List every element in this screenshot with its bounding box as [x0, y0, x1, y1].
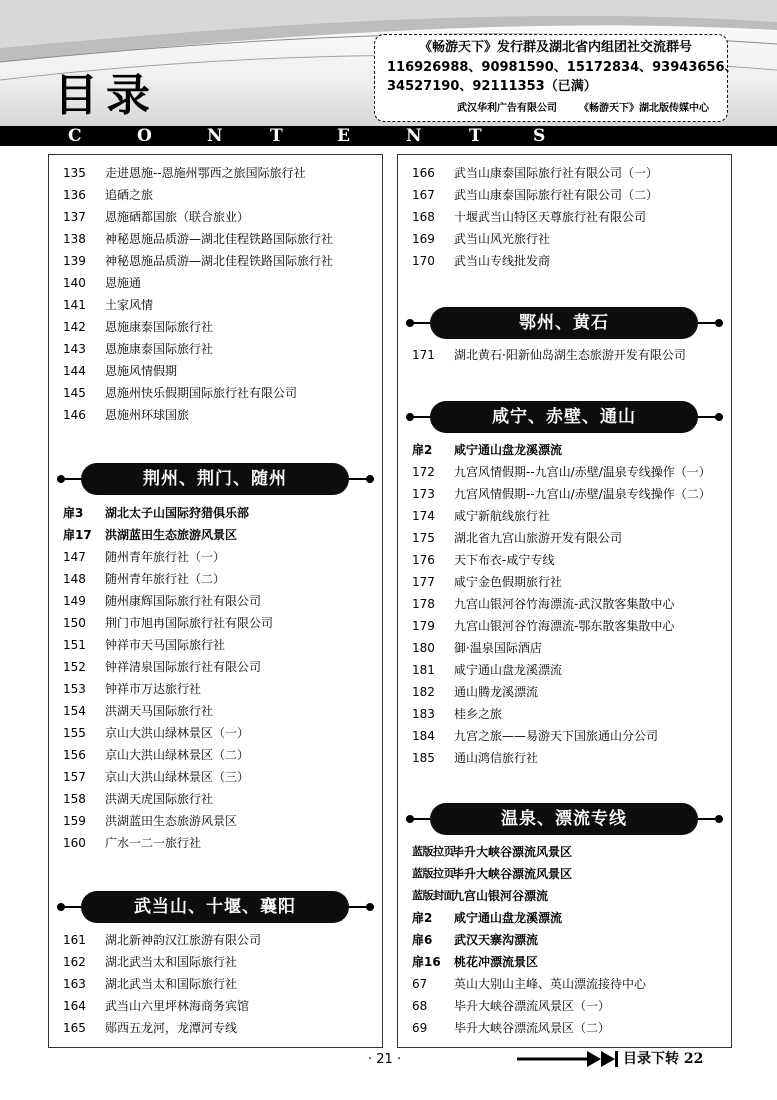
entry-page: 179 — [412, 619, 435, 633]
entry-page: 153 — [63, 682, 86, 696]
divider-dot — [406, 815, 414, 823]
next-page-link[interactable] — [515, 1048, 725, 1070]
divider-dot — [715, 319, 723, 327]
entry-page: 181 — [412, 663, 435, 677]
entry-title: 毕升大峡谷漂流风景区 — [452, 867, 573, 881]
toc-entry[interactable] — [398, 885, 731, 907]
entry-page: 168 — [412, 210, 435, 224]
entry-title: 洪湖天马国际旅行社 — [105, 704, 214, 718]
toc-entry[interactable] — [398, 250, 731, 272]
toc-entry[interactable] — [49, 338, 382, 360]
toc-entry[interactable] — [49, 656, 382, 678]
entry-title: 天下布衣-咸宁专线 — [454, 553, 555, 567]
toc-entry[interactable] — [49, 546, 382, 568]
entry-page: 182 — [412, 685, 435, 699]
entry-title: 湖北武当太和国际旅行社 — [105, 955, 238, 969]
divider-dot — [57, 903, 65, 911]
toc-entry[interactable] — [49, 184, 382, 206]
notice-line-1: 《畅游天下》发行群及湖北省内组团社交流群号 — [419, 40, 693, 55]
toc-entry[interactable] — [49, 973, 382, 995]
toc-entry[interactable] — [398, 527, 731, 549]
entry-page: 扉16 — [412, 955, 441, 969]
toc-entry[interactable] — [398, 703, 731, 725]
toc-entry[interactable] — [398, 184, 731, 206]
entry-title: 咸宁通山盘龙溪漂流 — [454, 443, 563, 457]
toc-entry[interactable] — [49, 612, 382, 634]
toc-entry[interactable] — [49, 832, 382, 854]
entry-page: 161 — [63, 933, 86, 947]
toc-entry[interactable] — [398, 907, 731, 929]
entry-title: 湖北太子山国际狩猎俱乐部 — [105, 506, 250, 520]
entry-title: 咸宁新航线旅行社 — [454, 509, 551, 523]
entry-title: 随州康辉国际旅行社有限公司 — [105, 594, 262, 608]
entry-page: 167 — [412, 188, 435, 202]
contents-letter: E — [337, 126, 350, 146]
toc-entry[interactable] — [49, 678, 382, 700]
entry-page: 154 — [63, 704, 86, 718]
toc-entry[interactable] — [49, 700, 382, 722]
entry-page: 143 — [63, 342, 86, 356]
toc-column-left — [48, 154, 383, 1048]
entry-title: 洪湖天虎国际旅行社 — [105, 792, 214, 806]
toc-entry[interactable] — [49, 810, 382, 832]
entry-page: 140 — [63, 276, 86, 290]
contents-bar — [0, 126, 777, 146]
group-notice-box — [374, 34, 738, 122]
toc-entry[interactable] — [398, 725, 731, 747]
entry-title: 十堰武当山特区天尊旅行社有限公司 — [454, 210, 647, 224]
entry-page: 164 — [63, 999, 86, 1013]
entry-page: 蓝版拉页 — [412, 845, 454, 858]
toc-entry[interactable] — [398, 863, 731, 885]
entry-title: 郧西五龙河，龙潭河专线 — [105, 1021, 238, 1035]
entry-page: 185 — [412, 751, 435, 765]
toc-entry[interactable] — [49, 634, 382, 656]
toc-entry[interactable] — [398, 929, 731, 951]
entry-page: 156 — [63, 748, 86, 762]
entry-page: 184 — [412, 729, 435, 743]
entry-page: 155 — [63, 726, 86, 740]
entry-page: 68 — [412, 999, 428, 1013]
entry-page: 158 — [63, 792, 86, 806]
entry-title: 咸宁金色假期旅行社 — [454, 575, 563, 589]
toc-entry[interactable] — [49, 404, 382, 426]
entry-page: 173 — [412, 487, 435, 501]
notice-media-center: 《畅游天下》湖北版传媒中心 — [579, 103, 709, 114]
entry-title: 洪湖蓝田生态旅游风景区 — [105, 814, 238, 828]
entry-page: 142 — [63, 320, 86, 334]
header-banner — [0, 0, 777, 140]
toc-entry[interactable] — [49, 744, 382, 766]
toc-entry[interactable] — [398, 593, 731, 615]
toc-entry[interactable] — [49, 524, 382, 546]
divider-dot — [366, 903, 374, 911]
entry-page: 147 — [63, 550, 86, 564]
entry-title: 九宫风情假期--九宫山/赤壁/温泉专线操作（二） — [454, 487, 711, 501]
entry-page: 扉17 — [63, 528, 92, 542]
entry-title: 湖北黄石·阳新仙岛湖生态旅游开发有限公司 — [454, 348, 686, 362]
toc-entry[interactable] — [398, 681, 731, 703]
toc-entry[interactable] — [398, 344, 731, 366]
entry-title: 武当山专线批发商 — [454, 254, 551, 268]
entry-title: 恩施康泰国际旅行社 — [105, 342, 214, 356]
divider-dot — [406, 413, 414, 421]
entry-page: 169 — [412, 232, 435, 246]
entry-page: 174 — [412, 509, 435, 523]
divider-dot — [57, 475, 65, 483]
entry-title: 桂乡之旅 — [454, 707, 503, 721]
entry-page: 178 — [412, 597, 435, 611]
contents-letter: S — [533, 126, 546, 146]
contents-letter: N — [207, 126, 223, 146]
notice-company: 武汉华利广告有限公司 — [457, 103, 557, 114]
entry-title: 毕升大峡谷漂流风景区 — [452, 845, 573, 859]
section-title: 咸宁、赤壁、通山 — [430, 401, 698, 433]
toc-entry[interactable] — [49, 1017, 382, 1039]
entry-title: 土家风情 — [105, 298, 154, 312]
section-header-xianning — [398, 401, 731, 433]
entry-title: 英山大别山主峰、英山漂流接待中心 — [454, 977, 647, 991]
toc-entry[interactable] — [398, 637, 731, 659]
entry-page: 170 — [412, 254, 435, 268]
entry-page: 183 — [412, 707, 435, 721]
entry-title: 随州青年旅行社（一） — [105, 550, 226, 564]
entry-title: 随州青年旅行社（二） — [105, 572, 226, 586]
divider-dot — [406, 319, 414, 327]
toc-entry[interactable] — [49, 162, 382, 184]
entry-title: 毕升大峡谷漂流风景区（二） — [454, 1021, 611, 1035]
entry-page: 177 — [412, 575, 435, 589]
entry-page: 180 — [412, 641, 435, 655]
entry-page: 172 — [412, 465, 435, 479]
toc-entry[interactable] — [49, 568, 382, 590]
divider-dot — [366, 475, 374, 483]
page-title: 目录 — [54, 70, 158, 121]
contents-letter: T — [270, 126, 283, 146]
toc-entry[interactable] — [398, 995, 731, 1017]
toc-entry[interactable] — [49, 502, 382, 524]
section-title: 武当山、十堰、襄阳 — [81, 891, 349, 923]
entry-title: 九宫山银河谷竹海漂流-武汉散客集散中心 — [454, 597, 675, 611]
entry-title: 通山腾龙溪漂流 — [454, 685, 539, 699]
entry-page: 137 — [63, 210, 86, 224]
entry-title: 走进恩施--恩施州鄂西之旅国际旅行社 — [105, 166, 306, 180]
entry-title: 湖北新神韵汉江旅游有限公司 — [105, 933, 262, 947]
contents-letter: N — [406, 126, 422, 146]
section-header-hotspring-rafting — [398, 803, 731, 835]
toc-entry[interactable] — [398, 951, 731, 973]
entry-page: 67 — [412, 977, 428, 991]
notice-line-2: 116926988、90981590、15172834、93943656、 — [387, 60, 738, 75]
toc-entry[interactable] — [49, 788, 382, 810]
entry-page: 163 — [63, 977, 86, 991]
toc-entry[interactable] — [398, 505, 731, 527]
entry-title: 恩施硒都国旅（联合旅业） — [105, 210, 250, 224]
section-title: 温泉、漂流专线 — [430, 803, 698, 835]
entry-title: 御·温泉国际酒店 — [454, 641, 542, 655]
entry-title: 钟祥清泉国际旅行社有限公司 — [105, 660, 262, 674]
entry-page: 151 — [63, 638, 86, 652]
entry-page: 160 — [63, 836, 86, 850]
entry-page: 136 — [63, 188, 86, 202]
next-page-label: 目录下转 22 — [623, 1051, 704, 1067]
toc-entry[interactable] — [398, 973, 731, 995]
toc-entry[interactable] — [398, 439, 731, 461]
entry-page: 149 — [63, 594, 86, 608]
entry-title: 毕升大峡谷漂流风景区（一） — [454, 999, 611, 1013]
toc-entry[interactable] — [398, 228, 731, 250]
section-header-wudangshan — [49, 891, 382, 923]
entry-page: 145 — [63, 386, 86, 400]
entry-page: 176 — [412, 553, 435, 567]
entry-title: 九宫山银河谷漂流 — [452, 889, 549, 903]
entry-title: 武当山康泰国际旅行社有限公司（二） — [454, 188, 659, 202]
arrow-right-icon — [515, 1048, 619, 1070]
entry-title: 湖北武当太和国际旅行社 — [105, 977, 238, 991]
entry-title: 神秘恩施品质游—湖北佳程铁路国际旅行社 — [105, 232, 334, 246]
entry-title: 恩施风情假期 — [105, 364, 178, 378]
toc-entry[interactable] — [49, 360, 382, 382]
toc-entry[interactable] — [49, 722, 382, 744]
toc-entry[interactable] — [49, 294, 382, 316]
entry-page: 扉3 — [63, 506, 84, 520]
entry-title: 武当山风光旅行社 — [454, 232, 551, 246]
toc-entry[interactable] — [49, 929, 382, 951]
toc-entry[interactable] — [398, 483, 731, 505]
toc-column-right — [397, 154, 732, 1048]
entry-page: 蓝版封面 — [412, 889, 454, 902]
contents-letter: C — [68, 126, 82, 146]
section-title: 鄂州、黄石 — [430, 307, 698, 339]
entry-title: 洪湖蓝田生态旅游风景区 — [105, 528, 238, 542]
entry-page: 69 — [412, 1021, 428, 1035]
entry-title: 恩施州快乐假期国际旅行社有限公司 — [105, 386, 298, 400]
toc-entry[interactable] — [49, 995, 382, 1017]
section-title: 荆州、荆门、随州 — [81, 463, 349, 495]
entry-page: 152 — [63, 660, 86, 674]
section-header-ezhou — [398, 307, 731, 339]
toc-entry[interactable] — [49, 382, 382, 404]
entry-page: 166 — [412, 166, 435, 180]
toc-entry[interactable] — [49, 316, 382, 338]
entry-title: 钟祥市天马国际旅行社 — [105, 638, 226, 652]
entry-page: 扉6 — [412, 933, 433, 947]
toc-entry[interactable] — [398, 1017, 731, 1039]
entry-title: 湖北省九宫山旅游开发有限公司 — [454, 531, 623, 545]
entry-page: 146 — [63, 408, 86, 422]
entry-title: 九宫山银河谷竹海漂流-鄂东散客集散中心 — [454, 619, 675, 633]
entry-title: 桃花冲漂流景区 — [454, 955, 539, 969]
entry-page: 135 — [63, 166, 86, 180]
toc-entry[interactable] — [398, 571, 731, 593]
entry-title: 恩施康泰国际旅行社 — [105, 320, 214, 334]
entry-title: 京山大洪山绿林景区（一） — [105, 726, 250, 740]
entry-page: 150 — [63, 616, 86, 630]
toc-entry[interactable] — [49, 590, 382, 612]
toc-entry[interactable] — [398, 162, 731, 184]
divider-dot — [715, 815, 723, 823]
toc-entry[interactable] — [49, 206, 382, 228]
divider-dot — [715, 413, 723, 421]
entry-title: 武当山六里坪林海商务宾馆 — [105, 999, 250, 1013]
toc-entry[interactable] — [49, 272, 382, 294]
entry-page: 141 — [63, 298, 86, 312]
entry-page: 157 — [63, 770, 86, 784]
section-header-jingzhou — [49, 463, 382, 495]
contents-letter: T — [469, 126, 482, 146]
entry-page: 138 — [63, 232, 86, 246]
entry-title: 荆门市旭冉国际旅行社有限公司 — [105, 616, 274, 630]
entry-title: 恩施通 — [105, 276, 142, 290]
toc-entry[interactable] — [398, 747, 731, 769]
toc-entry[interactable] — [398, 206, 731, 228]
entry-page: 扉2 — [412, 443, 433, 457]
entry-title: 钟祥市万达旅行社 — [105, 682, 202, 696]
entry-title: 咸宁通山盘龙溪漂流 — [454, 911, 563, 925]
entry-page: 148 — [63, 572, 86, 586]
entry-title: 广水一二一旅行社 — [105, 836, 202, 850]
entry-title: 京山大洪山绿林景区（三） — [105, 770, 250, 784]
entry-title: 恩施州环球国旅 — [105, 408, 190, 422]
toc-entry[interactable] — [398, 461, 731, 483]
entry-title: 追硒之旅 — [105, 188, 154, 202]
entry-title: 武当山康泰国际旅行社有限公司（一） — [454, 166, 659, 180]
toc-entry[interactable] — [398, 549, 731, 571]
toc-entry[interactable] — [49, 228, 382, 250]
entry-title: 通山鸿信旅行社 — [454, 751, 539, 765]
entry-title: 武汉天寨沟漂流 — [454, 933, 539, 947]
toc-entry[interactable] — [398, 659, 731, 681]
entry-page: 159 — [63, 814, 86, 828]
toc-entry[interactable] — [49, 766, 382, 788]
entry-title: 咸宁通山盘龙溪漂流 — [454, 663, 563, 677]
entry-page: 蓝版拉页 — [412, 867, 454, 880]
entry-page: 162 — [63, 955, 86, 969]
entry-page: 139 — [63, 254, 86, 268]
entry-title: 九宫之旅——易游天下国旅通山分公司 — [454, 729, 659, 743]
page-number: · 21 · — [368, 1052, 402, 1067]
toc-entry[interactable] — [398, 841, 731, 863]
entry-title: 九宫风情假期--九宫山/赤壁/温泉专线操作（一） — [454, 465, 711, 479]
notice-line-3: 34527190、92111353（已满） — [387, 79, 597, 94]
toc-entry[interactable] — [398, 615, 731, 637]
toc-entry[interactable] — [49, 951, 382, 973]
entry-page: 扉2 — [412, 911, 433, 925]
entry-title: 神秘恩施品质游—湖北佳程铁路国际旅行社 — [105, 254, 334, 268]
entry-page: 144 — [63, 364, 86, 378]
entry-page: 171 — [412, 348, 435, 362]
entry-page: 175 — [412, 531, 435, 545]
entry-title: 京山大洪山绿林景区（二） — [105, 748, 250, 762]
entry-page: 165 — [63, 1021, 86, 1035]
toc-entry[interactable] — [49, 250, 382, 272]
contents-letter: O — [137, 126, 152, 146]
